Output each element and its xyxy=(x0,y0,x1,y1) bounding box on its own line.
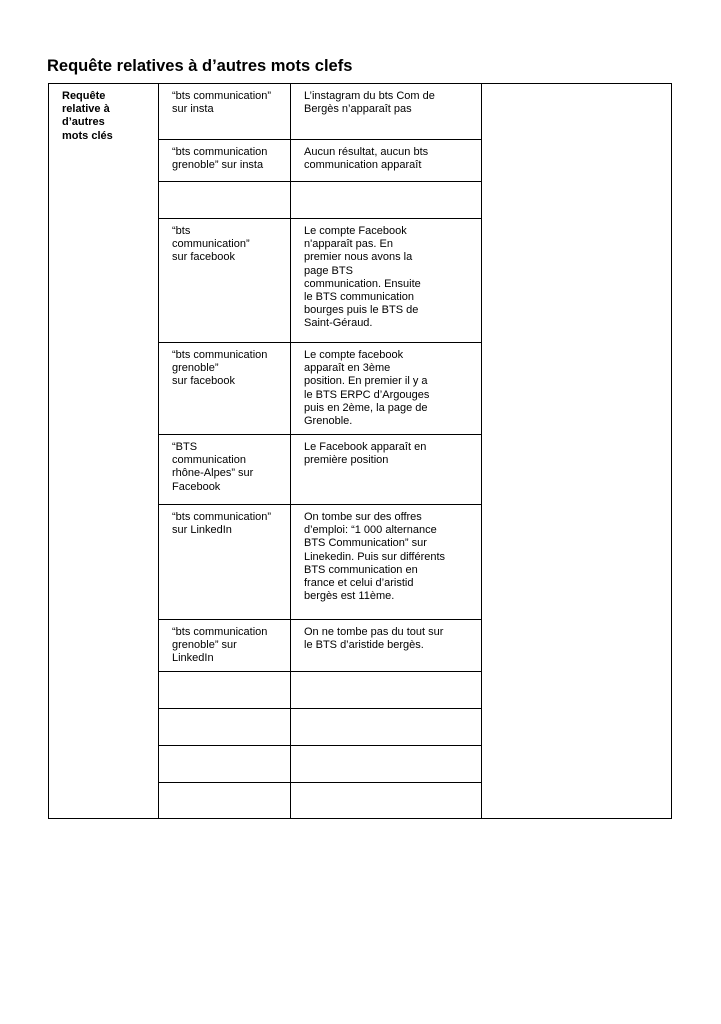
search-result-cell xyxy=(291,709,482,746)
search-result-cell: Le compte facebook apparaît en 3ème position. En premier il y a le BTS ERPC d’Argouges puis en 2ème, la page de Grenoble. xyxy=(291,343,482,435)
search-query-cell xyxy=(159,746,291,783)
search-query-cell: “bts communication” sur insta xyxy=(159,84,291,140)
search-query-cell: “BTS communication rhône-Alpes” sur Facebook xyxy=(159,435,291,505)
search-query-cell xyxy=(159,709,291,746)
search-result-cell xyxy=(291,783,482,819)
section-title: Requête relatives à d’autres mots clefs xyxy=(47,57,353,75)
search-result-cell: On ne tombe pas du tout sur le BTS d’aristide bergès. xyxy=(291,620,482,672)
row-group-label: Requête relative à d’autres mots clés xyxy=(49,84,159,819)
empty-notes-column xyxy=(482,84,672,819)
search-result-cell xyxy=(291,672,482,709)
search-query-cell xyxy=(159,783,291,819)
search-query-cell: “bts communication grenoble” sur insta xyxy=(159,140,291,182)
search-result-cell xyxy=(291,746,482,783)
search-result-cell: On tombe sur des offres d’emploi: “1 000 alternance BTS Communication” sur Linekedin. Puis sur différents BTS communication en france et celui d’aristid bergès est 11ème. xyxy=(291,505,482,620)
search-query-cell: “bts communication” sur LinkedIn xyxy=(159,505,291,620)
table-row xyxy=(49,84,672,140)
keyword-query-table xyxy=(48,83,672,819)
search-result-cell: Le compte Facebook n'apparaît pas. En premier nous avons la page BTS communication. Ensuite le BTS communication bourges puis le BTS de Saint-Géraud. xyxy=(291,219,482,343)
search-query-cell xyxy=(159,672,291,709)
search-result-cell: Aucun résultat, aucun bts communication apparaît xyxy=(291,140,482,182)
search-result-cell: Le Facebook apparaît en première position xyxy=(291,435,482,505)
search-query-cell xyxy=(159,182,291,219)
search-query-cell: “bts communication grenoble” sur facebook xyxy=(159,343,291,435)
search-result-cell: L’instagram du bts Com de Bergès n’apparaît pas xyxy=(291,84,482,140)
search-query-cell: “bts communication” sur facebook xyxy=(159,219,291,343)
search-result-cell xyxy=(291,182,482,219)
search-query-cell: “bts communication grenoble” sur LinkedIn xyxy=(159,620,291,672)
table-body xyxy=(49,84,672,819)
